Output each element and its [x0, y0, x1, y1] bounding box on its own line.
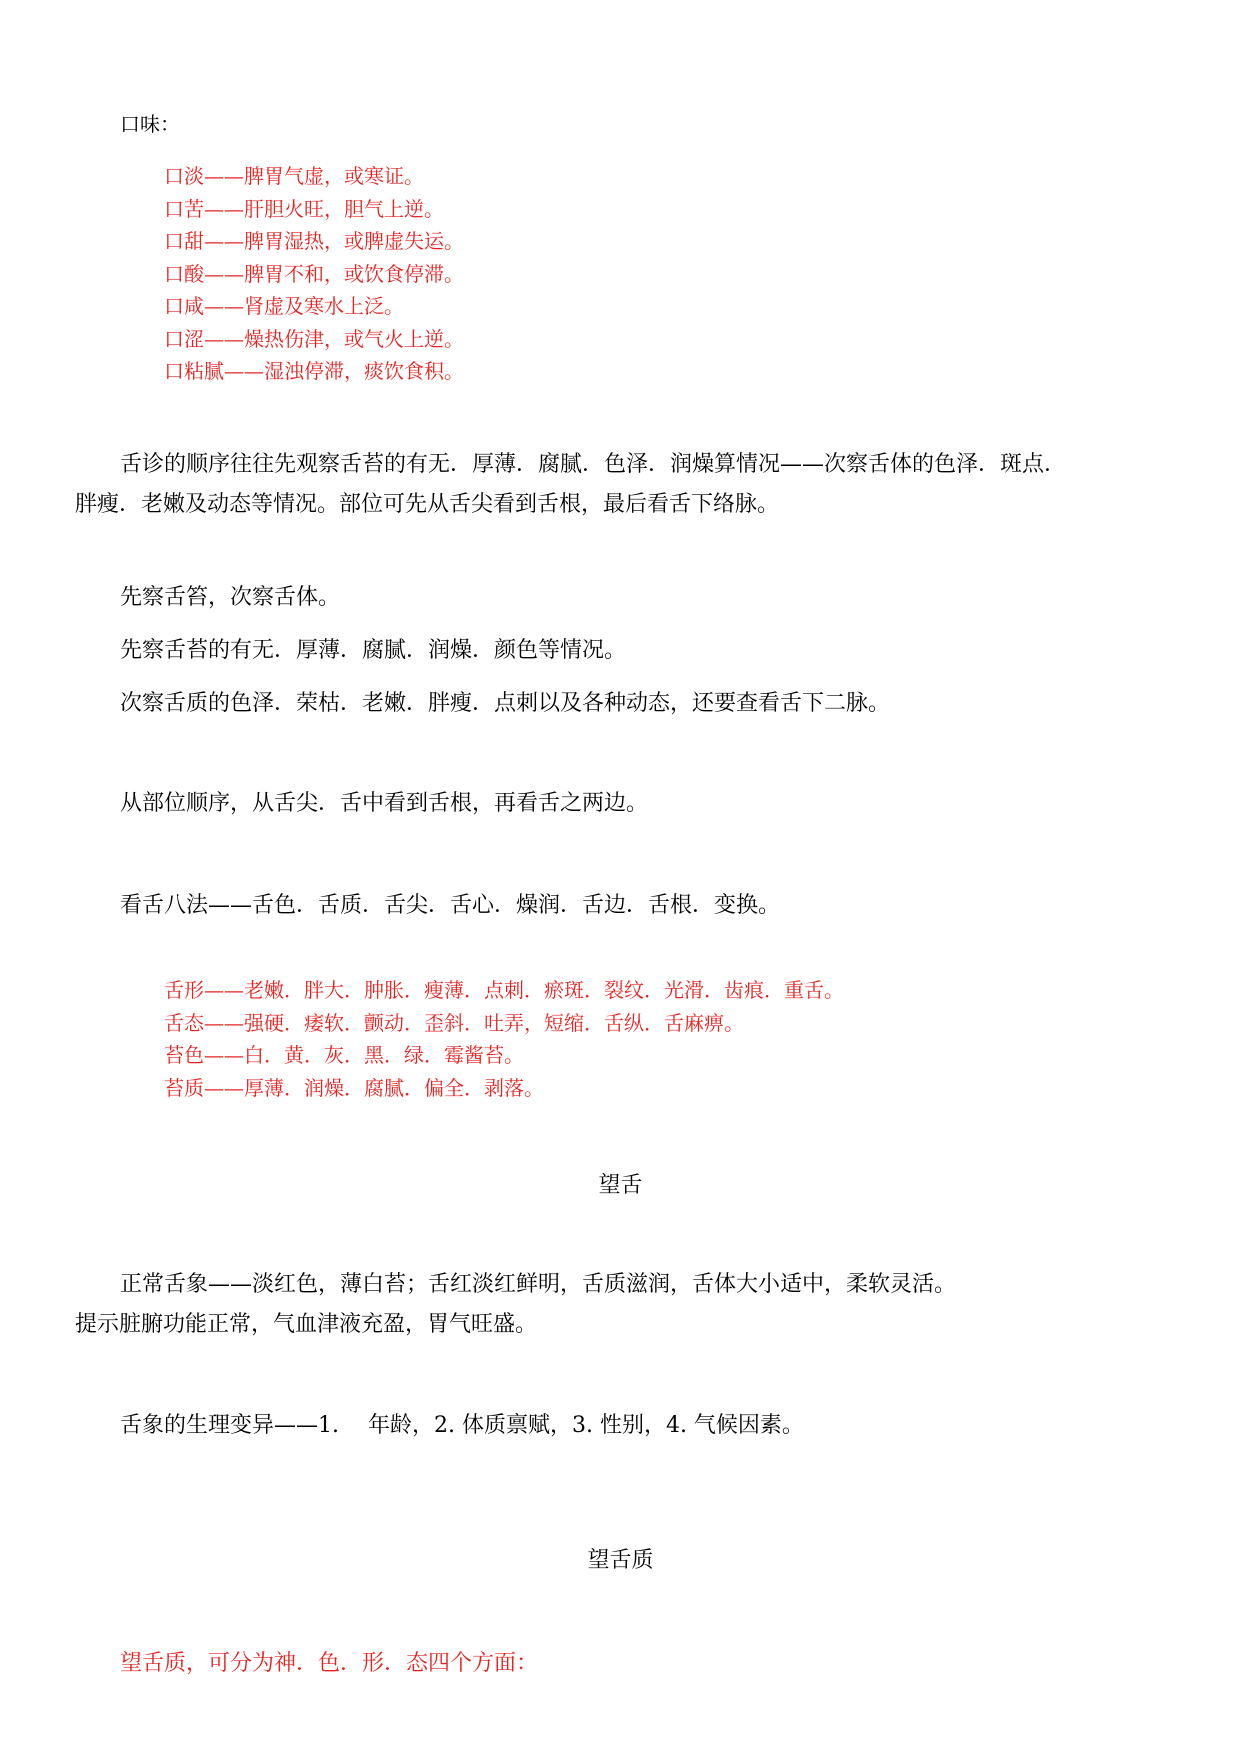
list-item: 口苦——肝胆火旺，胆气上逆。: [164, 196, 444, 221]
taste-list: [164, 160, 464, 388]
sequence-line-1: 先察舌笞，次察舌体。: [120, 585, 341, 610]
list-item: 口涩——燥热伤津，或气火上逆。: [164, 326, 464, 351]
tongue-list: [164, 974, 844, 1104]
section-title-wang-she-zhi: 望舌质: [587, 1548, 654, 1573]
list-item: 舌形——老嫩．胖大．肿胀．瘦薄．点刺．瘀斑．裂纹．光滑．齿痕．重舌。: [164, 978, 844, 1002]
list-item: 口淡——脾胃气虚，或寒证。: [164, 164, 424, 188]
normal-line-2: 提示脏腑功能正常，气血津液充盈，胃气旺盛。: [75, 1312, 538, 1337]
list-item: 口咸——肾虚及寒水上泛。: [164, 294, 404, 318]
list-item: 舌态——强硬．痿软．颤动．歪斜．吐弄，短缩．舌纵．舌麻痹。: [164, 1010, 744, 1035]
section-title-wang-she: 望舌: [598, 1173, 643, 1198]
order-paragraph: [75, 445, 1066, 525]
order-line-2: 胖瘦．老嫩及动态等情况。部位可先从舌尖看到舌根，最后看舌下络脉。: [75, 492, 780, 517]
list-item: 口酸——脾胃不和，或饮食停滞。: [164, 261, 464, 286]
sequence-line-3: 次察舌质的色泽．荣枯．老嫩．胖瘦．点刺以及各种动态，还要查看舌下二脉。: [120, 691, 891, 716]
taste-heading: 口味：: [120, 112, 180, 136]
list-item: 苔质——厚薄．润燥．腐腻．偏全．剥落。: [164, 1075, 544, 1100]
position-order: 从部位顺序，从舌尖．舌中看到舌根，再看舌之两边。: [120, 791, 649, 816]
list-item: 苔色——白．黄．灰．黑．绿．霉酱苔。: [164, 1043, 524, 1067]
physiological-variation: 舌象的生理变异——1. 年龄，2. 体质禀赋，3. 性别，4. 气候因素。: [120, 1413, 804, 1438]
normal-paragraph: [75, 1265, 956, 1345]
normal-line-1: 正常舌象——淡红色，薄白苔；舌红淡红鲜明，舌质滋润，舌体大小适中，柔软灵活。: [120, 1272, 957, 1297]
order-line-1: 舌诊的顺序往往先观察舌苔的有无．厚薄．腐腻．色泽．润燥算情况——次察舌体的色泽．斑点．: [120, 452, 1067, 477]
list-item: 口甜——脾胃湿热，或脾虚失运。: [164, 229, 464, 253]
sequence-line-2: 先察舌苔的有无．厚薄．腐腻．润燥．颜色等情况。: [120, 638, 627, 663]
eight-methods: 看舌八法——舌色．舌质．舌尖．舌心．燥润．舌边．舌根．变换。: [120, 893, 781, 918]
list-item: 口粘腻——湿浊停滞，痰饮食积。: [164, 359, 464, 383]
final-note: 望舌质，可分为神．色．形．态四个方面：: [120, 1651, 539, 1676]
